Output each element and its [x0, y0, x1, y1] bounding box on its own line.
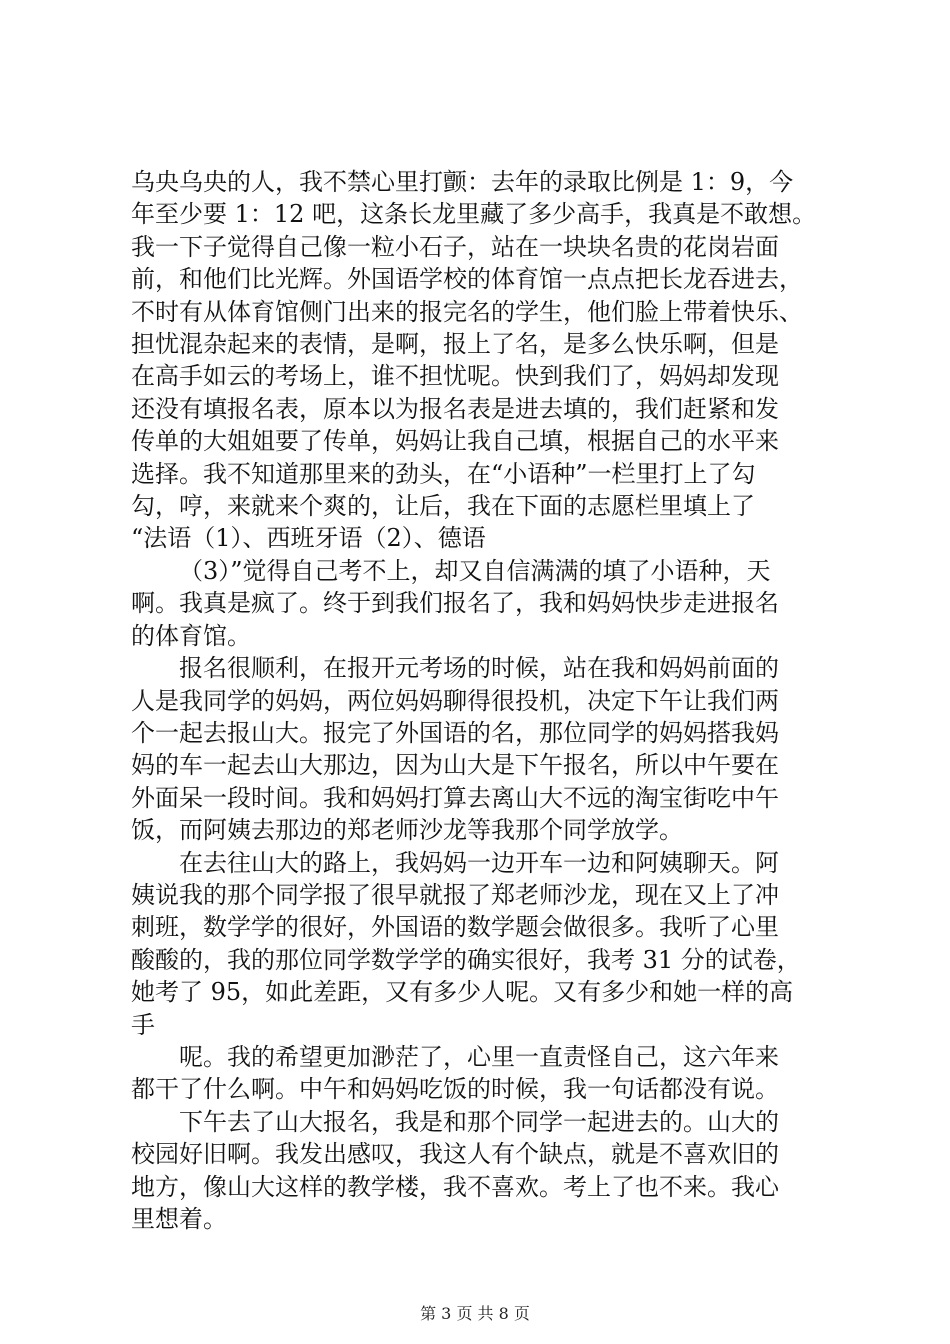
- text-line: 勾，哼，来就来个爽的，让后，我在下面的志愿栏里填上了: [131, 492, 755, 521]
- text-line: 在高手如云的考场上，谁不担忧呢。快到我们了，妈妈却发现: [131, 362, 779, 391]
- text-line: 妈的车一起去山大那边，因为山大是下午报名，所以中午要在: [131, 751, 779, 780]
- text-line: 酸酸的，我的那位同学数学学的确实很好，我考 31 分的试卷，: [131, 945, 801, 974]
- text-line: 的体育馆。: [131, 621, 251, 650]
- text-line: 担忧混杂起来的表情，是啊，报上了名，是多么快乐啊，但是: [131, 330, 779, 359]
- text-line: 外面呆一段时间。我和妈妈打算去离山大不远的淘宝街吃中午: [131, 783, 779, 812]
- text-line: 都干了什么啊。中午和妈妈吃饭的时候，我一句话都没有说。: [131, 1075, 779, 1104]
- text-line: 传单的大姐姐要了传单，妈妈让我自己填，根据自己的水平来: [131, 427, 779, 456]
- text-line: 刺班，数学学的很好，外国语的数学题会做很多。我听了心里: [131, 913, 779, 942]
- text-line: 下午去了山大报名，我是和那个同学一起进去的。山大的: [179, 1107, 779, 1136]
- text-line: 手: [131, 1010, 155, 1039]
- text-line: 呢。我的希望更加渺茫了，心里一直责怪自己，这六年来: [179, 1042, 779, 1071]
- text-line: 啊。我真是疯了。终于到我们报名了，我和妈妈快步走进报名: [131, 589, 779, 618]
- text-line: 选择。我不知道那里来的劲头，在“小语种”一栏里打上了勾: [131, 459, 756, 488]
- body-text: [131, 166, 831, 1235]
- text-line: 还没有填报名表，原本以为报名表是进去填的，我们赶紧和发: [131, 394, 779, 423]
- text-line: （3）”觉得自己考不上，却又自信满满的填了小语种，天: [179, 556, 771, 585]
- text-line: 报名很顺利，在报开元考场的时候，站在我和妈妈前面的: [179, 654, 779, 683]
- text-line: 地方，像山大这样的教学楼，我不喜欢。考上了也不来。我心: [131, 1172, 779, 1201]
- text-line: 在去往山大的路上，我妈妈一边开车一边和阿姨聊天。阿: [179, 848, 779, 877]
- text-line: 个一起去报山大。报完了外国语的名，那位同学的妈妈搭我妈: [131, 718, 779, 747]
- text-line: 校园好旧啊。我发出感叹，我这人有个缺点，就是不喜欢旧的: [131, 1140, 779, 1169]
- text-line: 前，和他们比光辉。外国语学校的体育馆一点点把长龙吞进去，: [131, 265, 803, 294]
- text-line: 年至少要 1：12 吧，这条长龙里藏了多少高手，我真是不敢想。: [131, 200, 817, 229]
- text-line: “法语（1）、西班牙语（2）、德语: [131, 524, 486, 553]
- text-line: 我一下子觉得自己像一粒小石子，站在一块块名贵的花岗岩面: [131, 232, 779, 261]
- page-number-footer: 第 3 页 共 8 页: [420, 1304, 530, 1323]
- text-line: 她考了 95，如此差距，又有多少人呢。又有多少和她一样的高: [131, 978, 794, 1007]
- text-line: 不时有从体育馆侧门出来的报完名的学生，他们脸上带着快乐、: [131, 297, 803, 326]
- text-line: 人是我同学的妈妈，两位妈妈聊得很投机，决定下午让我们两: [131, 686, 779, 715]
- text-line: 姨说我的那个同学报了很早就报了郑老师沙龙，现在又上了冲: [131, 880, 779, 909]
- text-line: 饭，而阿姨去那边的郑老师沙龙等我那个同学放学。: [131, 816, 683, 845]
- text-line: 乌央乌央的人，我不禁心里打颤：去年的录取比例是 1：9，今: [131, 168, 794, 196]
- text-line: 里想着。: [131, 1205, 227, 1233]
